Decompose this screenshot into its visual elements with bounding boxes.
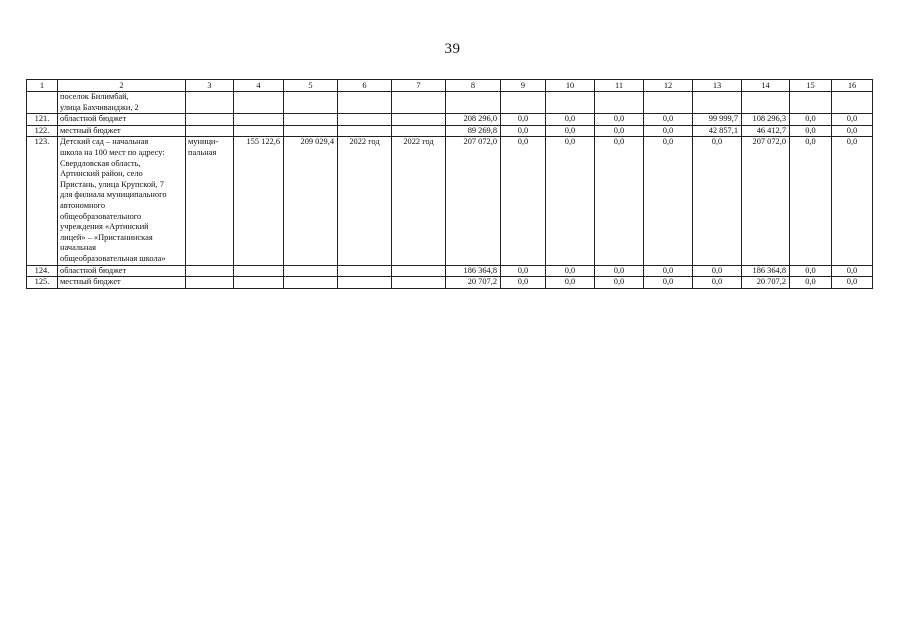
table-cell: 207 072,0	[742, 137, 790, 265]
funding-source: местный бюджет	[58, 125, 186, 137]
object-name-line: начальная	[60, 243, 96, 253]
table-cell	[234, 92, 284, 114]
table-cell: 0,0	[546, 265, 595, 277]
object-name-line: общеобразовательная школа»	[60, 253, 166, 263]
row-number: 125.	[27, 277, 58, 289]
table-row	[27, 137, 873, 265]
table-cell: 0,0	[595, 277, 644, 289]
table-cell: 0,0	[790, 125, 832, 137]
ownership-cell	[186, 137, 234, 265]
table-cell	[186, 125, 234, 137]
table-cell	[186, 277, 234, 289]
column-header: 1	[27, 80, 58, 92]
table-cell: 89 269,8	[446, 125, 501, 137]
column-header: 6	[338, 80, 392, 92]
table-cell: 0,0	[832, 137, 873, 265]
table-cell: 0,0	[595, 137, 644, 265]
table-cell: 155 122,6	[234, 137, 284, 265]
table-cell: 20 707,2	[446, 277, 501, 289]
table-cell	[392, 92, 446, 114]
row-number: 124.	[27, 265, 58, 277]
table-cell	[284, 277, 338, 289]
table-row	[27, 125, 873, 137]
table-cell: 2022 год	[338, 137, 392, 265]
table-cell: 0,0	[644, 277, 693, 289]
table-cell: 207 072,0	[446, 137, 501, 265]
table-cell	[234, 277, 284, 289]
table-cell	[392, 125, 446, 137]
object-name-line: улица Бахчиванджи, 2	[60, 102, 139, 112]
column-header: 15	[790, 80, 832, 92]
table-cell	[338, 125, 392, 137]
column-header-row	[27, 80, 873, 92]
table-cell: 0,0	[790, 265, 832, 277]
funding-source: областной бюджет	[58, 265, 186, 277]
table-cell: 0,0	[644, 114, 693, 126]
table-cell: 42 857,1	[693, 125, 742, 137]
object-name-line: Артинский район, село	[60, 169, 143, 179]
column-header: 10	[546, 80, 595, 92]
funding-source: областной бюджет	[58, 114, 186, 126]
table-cell: 0,0	[693, 277, 742, 289]
table-row	[27, 114, 873, 126]
table-cell: 0,0	[832, 114, 873, 126]
table-cell	[58, 92, 186, 114]
column-header: 5	[284, 80, 338, 92]
object-name-cell	[58, 137, 186, 265]
table-cell	[186, 92, 234, 114]
table-cell: 2022 год	[392, 137, 446, 265]
table-cell: 0,0	[546, 114, 595, 126]
table-cell: 0,0	[595, 114, 644, 126]
table-cell: 0,0	[693, 265, 742, 277]
table-cell: 0,0	[790, 277, 832, 289]
table-cell	[546, 92, 595, 114]
table-cell	[338, 114, 392, 126]
page-number: 39	[444, 41, 461, 57]
row-number: 121.	[27, 114, 58, 126]
object-name-line: школа на 100 мест по адресу:	[60, 147, 165, 157]
table-cell	[234, 265, 284, 277]
column-header: 2	[58, 80, 186, 92]
table-cell: 0,0	[546, 277, 595, 289]
table-cell: 0,0	[790, 137, 832, 265]
row-number: 122.	[27, 125, 58, 137]
object-name-line: автономного	[60, 200, 106, 210]
table-cell: 0,0	[501, 277, 546, 289]
table-row	[27, 277, 873, 289]
column-header: 3	[186, 80, 234, 92]
table-cell: 20 707,2	[742, 277, 790, 289]
column-header: 4	[234, 80, 284, 92]
table-cell	[27, 92, 58, 114]
table-cell: 0,0	[595, 125, 644, 137]
table-cell	[392, 265, 446, 277]
table-cell	[234, 114, 284, 126]
object-name-line: Детский сад – начальная	[60, 137, 149, 147]
table-cell	[284, 265, 338, 277]
table-cell	[338, 92, 392, 114]
table-cell	[693, 92, 742, 114]
table-cell: 186 364,8	[446, 265, 501, 277]
object-name-line: Свердловская область,	[60, 158, 141, 168]
table-cell: 209 029,4	[284, 137, 338, 265]
table-cell: 0,0	[595, 265, 644, 277]
table-cell	[284, 125, 338, 137]
table-cell	[186, 265, 234, 277]
table-cell: 0,0	[832, 265, 873, 277]
table-cell: 0,0	[501, 265, 546, 277]
ownership-line: муници-	[188, 137, 219, 147]
table-cell: 0,0	[832, 125, 873, 137]
column-header: 12	[644, 80, 693, 92]
table-cell	[392, 277, 446, 289]
object-name-line: учреждения «Артинский	[60, 222, 149, 232]
table-cell: 108 296,3	[742, 114, 790, 126]
table-cell	[501, 92, 546, 114]
object-name-line: лицей» – «Пристанинская	[60, 232, 153, 242]
column-header: 8	[446, 80, 501, 92]
table-cell: 0,0	[501, 137, 546, 265]
table-cell: 0,0	[501, 125, 546, 137]
table-cell: 46 412,7	[742, 125, 790, 137]
table-cell: 0,0	[644, 137, 693, 265]
column-header: 16	[832, 80, 873, 92]
table-cell: 0,0	[546, 137, 595, 265]
table-row	[27, 265, 873, 277]
table-cell	[595, 92, 644, 114]
table-cell: 0,0	[790, 114, 832, 126]
table-cell: 99 999,7	[693, 114, 742, 126]
column-header: 9	[501, 80, 546, 92]
column-header: 13	[693, 80, 742, 92]
table-cell	[338, 265, 392, 277]
table-cell	[446, 92, 501, 114]
table-cell: 0,0	[644, 265, 693, 277]
funding-source: местный бюджет	[58, 277, 186, 289]
object-name-line: общеобразовательного	[60, 211, 142, 221]
column-header: 14	[742, 80, 790, 92]
row-number: 123.	[27, 137, 58, 265]
table-cell	[644, 92, 693, 114]
table-cell: 0,0	[546, 125, 595, 137]
table-cell	[742, 92, 790, 114]
table-cell	[790, 92, 832, 114]
column-header: 11	[595, 80, 644, 92]
budget-table	[26, 79, 873, 289]
table-cell: 0,0	[693, 137, 742, 265]
table-cell: 186 364,8	[742, 265, 790, 277]
object-name-line: для филиала муниципального	[60, 190, 167, 200]
table-cell	[186, 114, 234, 126]
ownership-line: пальная	[188, 147, 217, 157]
table-cell	[832, 92, 873, 114]
table-row	[27, 92, 873, 114]
table-cell	[284, 92, 338, 114]
object-name-line: поселок Билимбай,	[60, 92, 129, 101]
table-cell	[234, 125, 284, 137]
table-cell: 0,0	[832, 277, 873, 289]
table-cell: 0,0	[644, 125, 693, 137]
table-cell	[392, 114, 446, 126]
table-cell	[338, 277, 392, 289]
column-header: 7	[392, 80, 446, 92]
table-cell: 0,0	[501, 114, 546, 126]
table-cell: 208 296,0	[446, 114, 501, 126]
object-name-line: Пристань, улица Крупской, 7	[60, 179, 164, 189]
table-cell	[284, 114, 338, 126]
